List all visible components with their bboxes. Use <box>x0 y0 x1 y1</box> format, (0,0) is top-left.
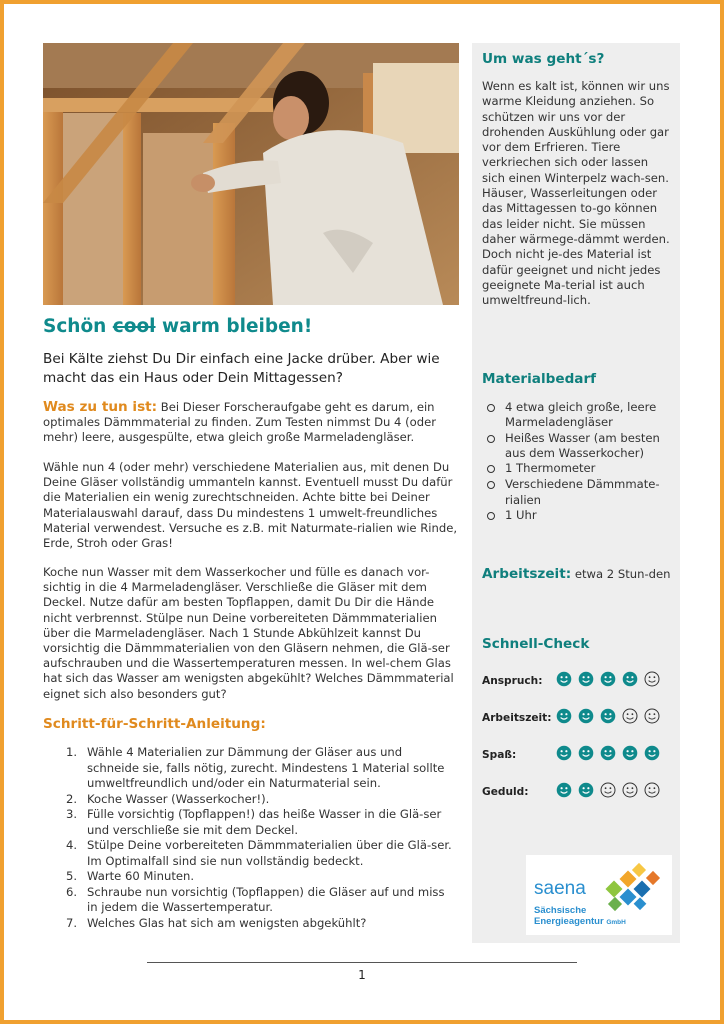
step-text: Warte 60 Minuten. <box>87 869 195 883</box>
smiley-filled-icon <box>556 782 572 802</box>
step-text: Koche Wasser (Wasserkocher!). <box>87 791 270 806</box>
step-number: 2. <box>65 791 77 806</box>
task-text: Bei Dieser Forscheraufgabe geht es darum, ein optimales Dämmmaterial zu finden. Zum Testen nimmst Du 4 (oder mehr) leere, ausgespülte, etwa gleich große Marmeladengläser. <box>43 400 436 445</box>
smiley-filled-icon <box>600 708 616 728</box>
work-time-value: etwa 2 Stun-den <box>571 567 671 581</box>
material-item <box>487 477 673 508</box>
check-row <box>482 746 674 764</box>
footer-divider <box>147 962 577 963</box>
procedure-paragraph: Koche nun Wasser mit dem Wasserkocher und fülle es danach vor-sichtig in die 4 Marmeladengläser. Verschließe die Gläser mit dem Deckel. Nutze dafür am besten Topflappen, damit Du Dir die Hände nicht verbrennst. Stülpe nun Deine vorbereiteten Dämmmaterialien über die Marmeladengläser. Nach 1 Stunde Abkühlzeit kannst Du vorsichtig die Dämmmaterialien von den Gläsern nehmen, die Glä-ser aufschrauben und die Wassertemperaturen messen. In wel-chem Glas hat sich das Wasser am wenigsten abgekühlt? Welches Dämmmaterial eignet sich also besonders gut? <box>43 565 454 701</box>
work-time <box>482 566 674 583</box>
smiley-outline-icon <box>644 708 660 728</box>
smiley-filled-icon <box>644 745 660 765</box>
smiley-filled-icon <box>622 745 638 765</box>
check-row-label: Spaß: <box>482 749 517 761</box>
step-number: 3. <box>65 807 77 821</box>
smiley-filled-icon <box>600 671 616 691</box>
smiley-rating <box>556 745 660 765</box>
material-text: 1 Thermometer <box>505 461 596 476</box>
insulation-photo <box>43 43 459 305</box>
step-item <box>62 916 457 932</box>
circle-bullet-icon <box>487 461 505 477</box>
materials-list <box>487 400 673 524</box>
check-row-label: Anspruch: <box>482 675 543 687</box>
step-text: Schraube nun vorsichtig (Topflappen) die Gläser auf und miss in jedem die Wassertemperatur. <box>87 884 445 914</box>
step-item <box>62 885 457 916</box>
smiley-filled-icon <box>578 671 594 691</box>
step-item <box>62 792 457 808</box>
task-heading: Was zu tun ist: <box>43 399 158 415</box>
step-number: 4. <box>65 838 77 852</box>
material-item <box>487 431 673 462</box>
material-text: 4 etwa gleich große, leere Marmeladengläser <box>505 400 657 430</box>
page-number: 1 <box>358 968 366 982</box>
smiley-outline-icon <box>600 782 616 802</box>
smiley-outline-icon <box>622 782 638 802</box>
circle-bullet-icon <box>487 477 505 508</box>
quick-check-heading: Schnell-Check <box>482 636 590 652</box>
smiley-filled-icon <box>622 671 638 691</box>
step-text: Wähle 4 Materialien zur Dämmung der Gläser aus und schneide sie, falls nötig, zurecht. Mindestens 1 Material sollte umweltfreundlich und/oder ein Naturmaterial sein. <box>87 745 445 790</box>
material-text: 1 Uhr <box>505 508 537 523</box>
logo-subtitle <box>534 905 626 928</box>
material-item <box>487 508 673 524</box>
materials-paragraph: Wähle nun 4 (oder mehr) verschiedene Materialien aus, mit denen Du Deine Gläser vollständig ummanteln kannst. Eventuell musst Du dafür die Materialien ein wenig zurechtschneiden. Achte bitte bei Deiner Materialauswahl darauf, dass Du mindestens 1 umwelt-freundliches Material verwendest. Versuche es z.B. mit Naturmate-rialien wie Rinde, Erde, Stroh oder Gras! <box>43 460 458 551</box>
smiley-filled-icon <box>578 782 594 802</box>
steps-heading: Schritt-für-Schritt-Anleitung: <box>43 716 266 732</box>
step-number: 1. <box>65 745 77 759</box>
check-row <box>482 783 674 801</box>
check-row <box>482 672 674 690</box>
material-text: Heißes Wasser (am besten aus dem Wasserkocher) <box>505 430 660 460</box>
smiley-filled-icon <box>556 745 572 765</box>
smiley-filled-icon <box>556 671 572 691</box>
material-item <box>487 400 673 431</box>
lead-text: Bei Kälte ziehst Du Dir einfach eine Jacke drüber. Aber wie macht das ein Haus oder Dein Mittagessen? <box>43 351 440 386</box>
logo-name: saena <box>534 878 586 899</box>
smiley-filled-icon <box>578 745 594 765</box>
step-number: 6. <box>65 884 77 899</box>
smiley-outline-icon <box>644 782 660 802</box>
work-time-label: Arbeitszeit: <box>482 566 572 582</box>
step-item <box>62 745 457 792</box>
check-row <box>482 709 674 727</box>
steps-list <box>62 745 457 931</box>
smiley-filled-icon <box>600 745 616 765</box>
material-text: Verschiedene Dämmmate-rialien <box>505 477 660 507</box>
material-item <box>487 461 673 477</box>
smiley-outline-icon <box>644 671 660 691</box>
step-item <box>62 838 457 869</box>
task-paragraph <box>43 400 461 446</box>
smiley-rating <box>556 782 660 802</box>
title-struck-word: cool <box>112 316 156 337</box>
title-before: Schön <box>43 316 113 337</box>
step-text: Stülpe Deine vorbereiteten Dämmmaterialien über die Glä-ser. Im Optimalfall sind sie nun vollständig bedeckt. <box>87 838 452 868</box>
step-number: 5. <box>65 869 77 883</box>
about-text: Wenn es kalt ist, können wir uns warme Kleidung anziehen. So schützen wir uns vor der drohenden Auskühlung oder gar vor dem Erfrieren. Tiere verkriechen sich oder lassen sich einen Winterpelz wach-sen. Häuser, Wasserleitungen oder das Mittagessen to-go können das leider nicht. Sie müssen daher wärmege-dämmt werden. Doch nicht je-des Material ist dafür geeignet und nicht jedes geeignete Ma-terial ist auch umweltfreund-lich. <box>482 79 670 308</box>
check-row-label: Arbeitszeit: <box>482 712 552 724</box>
logo-suffix: GmbH <box>606 919 626 926</box>
smiley-filled-icon <box>578 708 594 728</box>
title-after: warm bleiben! <box>155 316 313 337</box>
step-text: Fülle vorsichtig (Topflappen!) das heiße Wasser in die Glä-ser und verschließe sie mit dem Deckel. <box>87 807 442 837</box>
page-title <box>43 316 459 337</box>
logo-line-1: Sächsische <box>534 905 587 916</box>
step-text: Welches Glas hat sich am wenigsten abgekühlt? <box>87 915 367 930</box>
logo-line-2: Energieagentur <box>534 916 604 927</box>
check-row-label: Geduld: <box>482 786 529 798</box>
circle-bullet-icon <box>487 431 505 462</box>
smiley-outline-icon <box>622 708 638 728</box>
materials-heading: Materialbedarf <box>482 371 597 387</box>
step-item <box>62 807 457 838</box>
smiley-rating <box>556 671 660 691</box>
circle-bullet-icon <box>487 400 505 431</box>
about-heading: Um was geht´s? <box>482 51 605 67</box>
smiley-filled-icon <box>556 708 572 728</box>
circle-bullet-icon <box>487 508 505 524</box>
smiley-rating <box>556 708 660 728</box>
step-number: 7. <box>65 915 77 930</box>
step-item <box>62 869 457 885</box>
